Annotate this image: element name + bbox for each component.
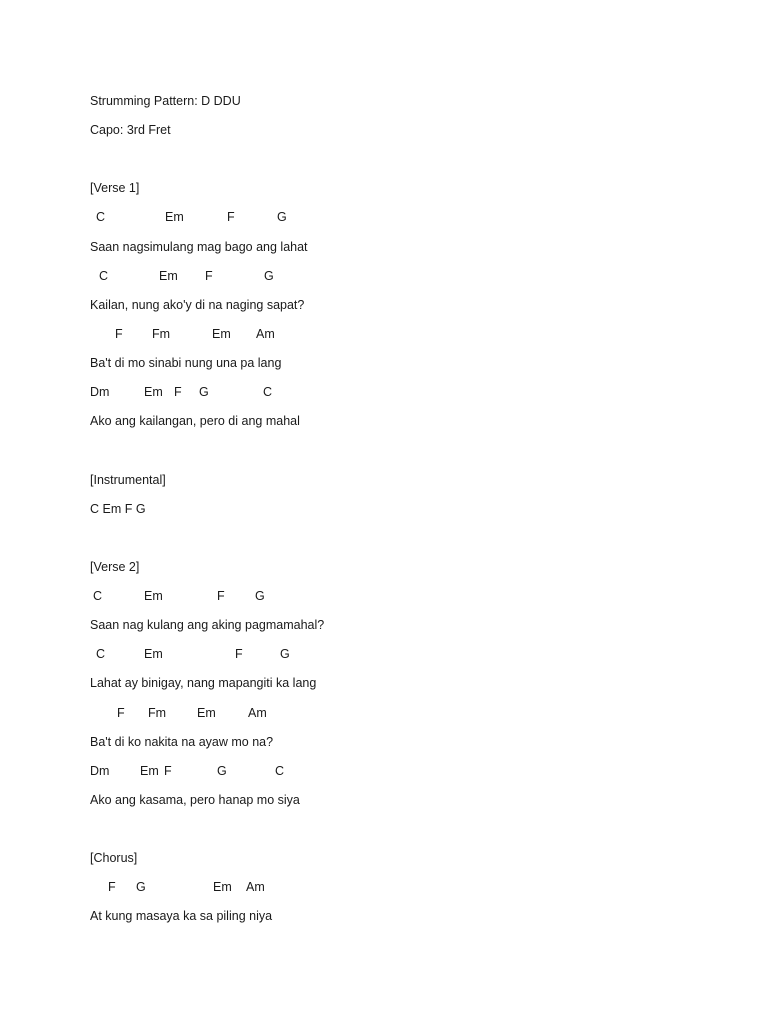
lyric-line: Lahat ay binigay, nang mapangiti ka lang bbox=[90, 676, 317, 690]
chord: G bbox=[217, 764, 227, 778]
chord: Em bbox=[197, 706, 216, 720]
chord: Em bbox=[212, 327, 231, 341]
lyric-line: Ako ang kailangan, pero di ang mahal bbox=[90, 414, 300, 428]
lyric-line-row bbox=[0, 909, 768, 923]
chord: F bbox=[217, 589, 225, 603]
chord: Dm bbox=[90, 385, 110, 399]
chord: Em bbox=[159, 269, 178, 283]
chord: Em bbox=[144, 647, 163, 661]
chord: Em bbox=[144, 589, 163, 603]
chord: G bbox=[255, 589, 265, 603]
chord: Em bbox=[213, 880, 232, 894]
chord: C bbox=[93, 589, 103, 603]
section-label-row bbox=[0, 560, 768, 574]
section-label: [Instrumental] bbox=[90, 473, 166, 487]
progression-row bbox=[0, 502, 768, 516]
section-label: [Chorus] bbox=[90, 851, 138, 865]
chord: G bbox=[199, 385, 209, 399]
chord-line bbox=[0, 589, 768, 603]
chord: Em bbox=[165, 210, 184, 224]
capo-row bbox=[0, 123, 768, 137]
chord: Em bbox=[144, 385, 163, 399]
chord: Am bbox=[246, 880, 265, 894]
chord: F bbox=[227, 210, 235, 224]
chord-line bbox=[0, 327, 768, 341]
chord: G bbox=[277, 210, 287, 224]
chord-line bbox=[0, 647, 768, 661]
section-label: [Verse 2] bbox=[90, 560, 140, 574]
chord: F bbox=[235, 647, 243, 661]
lyric-line-row bbox=[0, 414, 768, 428]
chord: C bbox=[99, 269, 109, 283]
chord: Am bbox=[256, 327, 275, 341]
lyric-line: Saan nag kulang ang aking pagmamahal? bbox=[90, 618, 325, 632]
chord: Am bbox=[248, 706, 267, 720]
chord: F bbox=[174, 385, 182, 399]
lyric-line: Ako ang kasama, pero hanap mo siya bbox=[90, 793, 300, 807]
chord: F bbox=[108, 880, 116, 894]
chord: F bbox=[117, 706, 125, 720]
chord: F bbox=[115, 327, 123, 341]
chord: Fm bbox=[152, 327, 171, 341]
chord-line bbox=[0, 269, 768, 283]
chord-line bbox=[0, 706, 768, 720]
lyric-line: Kailan, nung ako'y di na naging sapat? bbox=[90, 298, 305, 312]
chord: G bbox=[136, 880, 146, 894]
chord-progression: C Em F G bbox=[90, 502, 146, 516]
chord: F bbox=[164, 764, 172, 778]
strumming-pattern: Strumming Pattern: D DDU bbox=[90, 94, 241, 108]
chord: G bbox=[264, 269, 274, 283]
section-label-row bbox=[0, 473, 768, 487]
lyric-line: At kung masaya ka sa piling niya bbox=[90, 909, 273, 923]
lyric-line-row bbox=[0, 735, 768, 749]
lyric-line-row bbox=[0, 676, 768, 690]
chord: G bbox=[280, 647, 290, 661]
section-label-row bbox=[0, 851, 768, 865]
chord: Dm bbox=[90, 764, 110, 778]
chord: C bbox=[96, 210, 106, 224]
chord: C bbox=[96, 647, 106, 661]
lyric-line: Saan nagsimulang mag bago ang lahat bbox=[90, 240, 308, 254]
lyric-line-row bbox=[0, 356, 768, 370]
section-label: [Verse 1] bbox=[90, 181, 140, 195]
lyric-line-row bbox=[0, 618, 768, 632]
chord: Fm bbox=[148, 706, 167, 720]
strumming-pattern-row bbox=[0, 94, 768, 108]
lyric-line: Ba't di mo sinabi nung una pa lang bbox=[90, 356, 282, 370]
chord-line bbox=[0, 385, 768, 399]
chord: Em bbox=[140, 764, 159, 778]
chord-line bbox=[0, 764, 768, 778]
chord: F bbox=[205, 269, 213, 283]
lyric-line-row bbox=[0, 793, 768, 807]
chord-line bbox=[0, 880, 768, 894]
capo: Capo: 3rd Fret bbox=[90, 123, 171, 137]
section-label-row bbox=[0, 181, 768, 195]
lyric-line-row bbox=[0, 298, 768, 312]
chord: C bbox=[263, 385, 273, 399]
chord: C bbox=[275, 764, 285, 778]
lyric-line-row bbox=[0, 240, 768, 254]
chord-line bbox=[0, 210, 768, 224]
lyric-line: Ba't di ko nakita na ayaw mo na? bbox=[90, 735, 274, 749]
